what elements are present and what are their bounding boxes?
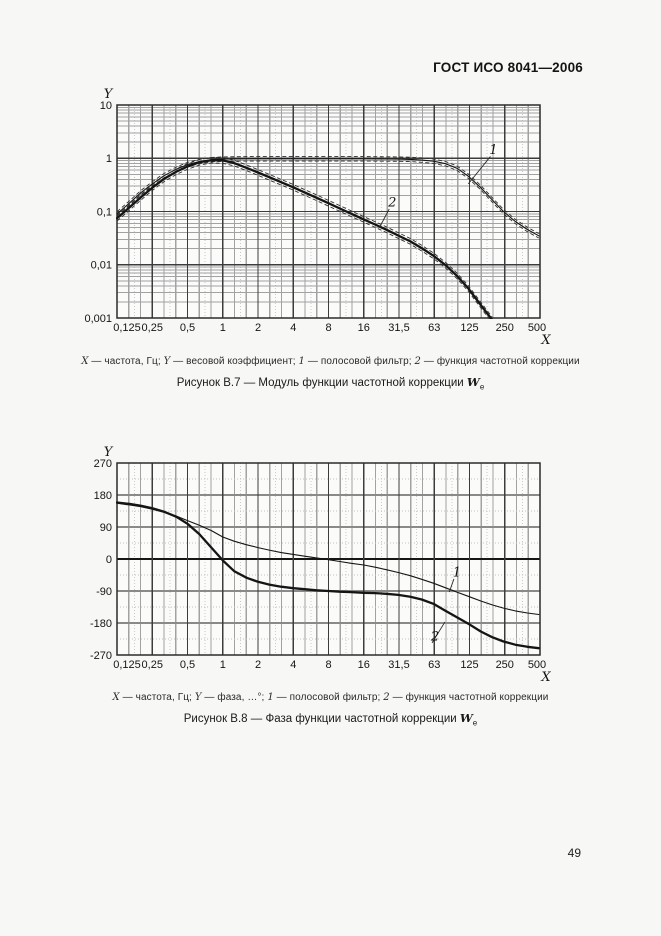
x-tick-label: 0,5 [179, 659, 196, 671]
legend-symbol: 1 [267, 692, 274, 703]
x-tick-label: 0,25 [141, 322, 163, 334]
figure-b7-magnitude-chart [55, 85, 565, 350]
x-tick-label: 0,5 [179, 322, 196, 334]
legend-symbol: Y [194, 692, 202, 703]
legend-text: — частота, Гц; [88, 356, 164, 367]
x-tick-label: 125 [460, 322, 479, 334]
y-tick-label: -90 [96, 585, 112, 598]
figure-b7-legend [0, 356, 661, 367]
legend-text: — полосовой фильтр; [273, 692, 384, 703]
x-tick-label: 63 [428, 659, 441, 671]
figure-b7-caption [0, 375, 661, 391]
x-tick-label: 8 [325, 322, 332, 334]
x-tick-label: 16 [357, 659, 370, 671]
caption-text: Рисунок В.7 — Модуль функции частотной коррекции [176, 377, 467, 389]
x-tick-label: 500 [527, 659, 547, 671]
x-tick-label: 0,25 [141, 659, 163, 671]
x-tick-label: 2 [254, 322, 262, 334]
y-tick-label: 180 [93, 489, 112, 502]
legend-symbol: Y [163, 356, 171, 367]
w-subscript: e [472, 718, 478, 728]
x-tick-label: 250 [495, 659, 514, 671]
legend-text: — функция частотной коррекции [389, 692, 549, 703]
y-tick-label: -270 [89, 649, 112, 662]
x-tick-label: 1 [219, 322, 226, 334]
curve-label-1: 1 [489, 142, 498, 158]
caption-text: Рисунок В.8 — Фаза функции частотной коррекции [183, 713, 460, 725]
x-tick-label: 0,125 [113, 659, 141, 671]
w-symbol: W [459, 711, 473, 725]
x-tick-label: 31,5 [388, 322, 410, 334]
x-tick-label: 125 [460, 659, 479, 671]
y-axis-label: Y [103, 445, 113, 460]
x-axis-label: X [541, 333, 551, 348]
figure-b8-caption [0, 711, 661, 727]
curve-label-2: 2 [430, 629, 440, 645]
y-axis-label: Y [103, 87, 113, 102]
x-tick-label: 2 [254, 659, 262, 671]
y-tick-label: 0,1 [96, 206, 112, 219]
y-tick-label: 0,01 [90, 259, 112, 272]
x-tick-label: 4 [290, 659, 297, 671]
x-axis-label: X [541, 670, 551, 685]
x-tick-label: 63 [428, 322, 441, 334]
x-tick-label: 4 [290, 322, 297, 334]
y-tick-label: 10 [99, 99, 112, 112]
figure-b8-phase-chart [55, 440, 565, 685]
y-tick-label: 1 [105, 153, 112, 166]
x-tick-label: 8 [325, 659, 332, 671]
x-tick-label: 500 [527, 322, 547, 334]
legend-symbol: X [81, 356, 89, 367]
legend-symbol: 2 [383, 692, 390, 703]
legend-text: — весовой коэффициент; [170, 356, 299, 367]
x-tick-label: 250 [495, 322, 514, 334]
y-tick-label: 0 [105, 553, 112, 566]
page-number: 49 [567, 846, 581, 860]
legend-symbol: X [112, 692, 120, 703]
curve-label-1: 1 [452, 565, 462, 581]
legend-symbol: 1 [298, 356, 305, 367]
legend-text: — функция частотной коррекции [420, 356, 580, 367]
y-tick-label: -180 [89, 617, 112, 630]
legend-text: — фаза, …°; [201, 692, 268, 703]
curve-label-2: 2 [388, 195, 397, 211]
x-tick-label: 31,5 [388, 659, 410, 671]
w-subscript: e [479, 382, 485, 392]
legend-text: — частота, Гц; [119, 692, 195, 703]
x-tick-label: 1 [219, 659, 226, 671]
legend-text: — полосовой фильтр; [305, 356, 415, 367]
legend-symbol: 2 [414, 356, 421, 367]
x-tick-label: 0,125 [113, 322, 141, 334]
w-symbol: W [466, 375, 480, 389]
y-tick-label: 90 [99, 521, 112, 534]
standard-designation: ГОСТ ИСО 8041—2006 [433, 60, 583, 75]
y-tick-label: 0,001 [84, 312, 112, 325]
figure-b8-legend [0, 692, 661, 703]
x-tick-label: 16 [357, 322, 370, 334]
y-tick-label: 270 [93, 457, 112, 470]
